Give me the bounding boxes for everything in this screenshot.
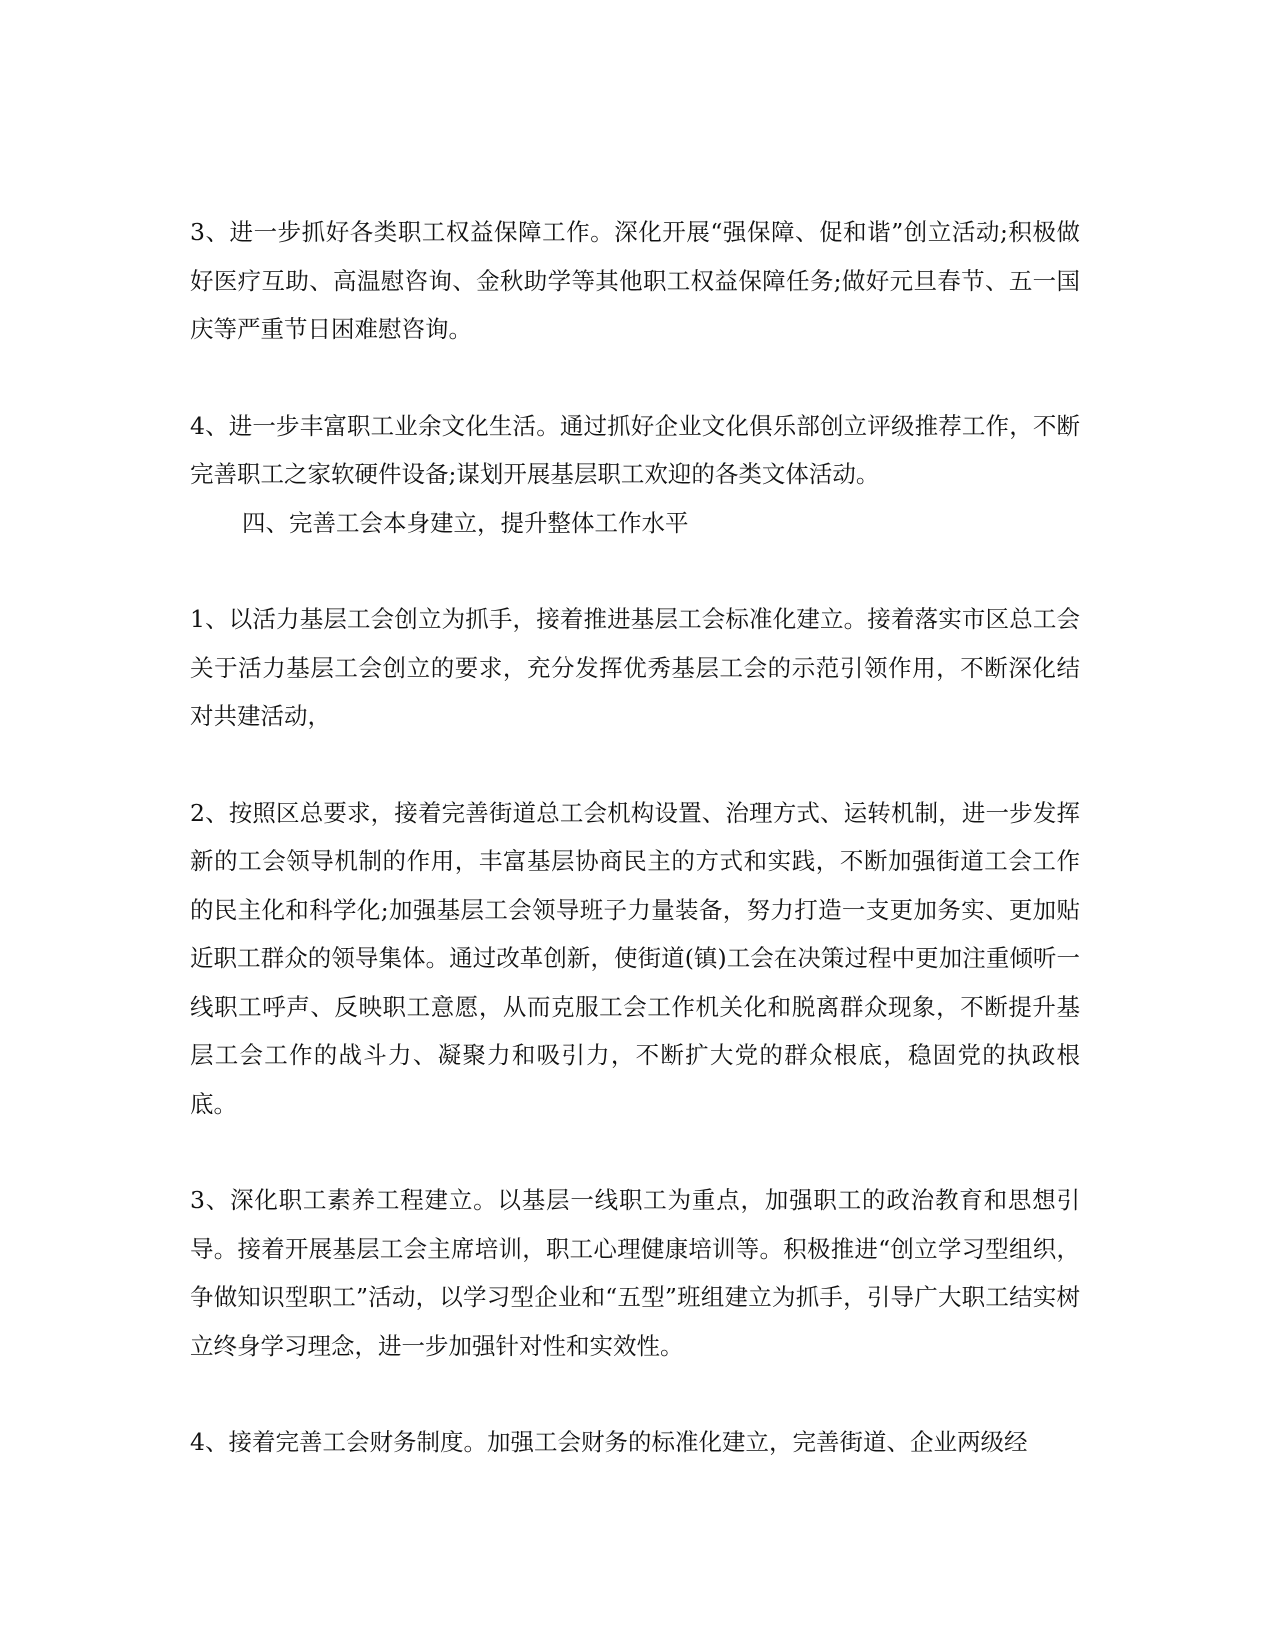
paragraph-grassroots-union: 1、以活力基层工会创立为抓手，接着推进基层工会标准化建立。接着落实市区总工会关于活力基层工会创立的要求，充分发挥优秀基层工会的示范引领作用，不断深化结对共建活动， xyxy=(190,605,1080,730)
document-page xyxy=(190,208,1080,1467)
paragraph-worker-quality: 3、深化职工素养工程建立。以基层一线职工为重点，加强职工的政治教育和思想引导。接着开展基层工会主席培训，职工心理健康培训等。积极推进“创立学习型组织，争做知识型职工”活动，以学习型企业和“五型”班组建立为抓手，引导广大职工结实树立终身学习理念，进一步加强针对性和实效性。 xyxy=(190,1186,1080,1360)
paragraph-cultural-life: 4、进一步丰富职工业余文化生活。通过抓好企业文化俱乐部创立评级推荐工作，不断完善职工之家软硬件设备;谋划开展基层职工欢迎的各类文体活动。 xyxy=(190,411,1080,488)
paragraph-rights-protection: 3、进一步抓好各类职工权益保障工作。深化开展“强保障、促和谐”创立活动;积极做好医疗互助、高温慰咨询、金秋助学等其他职工权益保障任务;做好元旦春节、五一国庆等严重节日困难慰咨询。 xyxy=(190,218,1080,343)
paragraph-finance-system: 4、接着完善工会财务制度。加强工会财务的标准化建立，完善街道、企业两级经 xyxy=(190,1428,1028,1456)
section-heading-four: 四、完善工会本身建立，提升整体工作水平 xyxy=(242,508,689,537)
paragraph-organization-reform: 2、按照区总要求，接着完善街道总工会机构设置、治理方式、运转机制，进一步发挥新的工会领导机制的作用，丰富基层协商民主的方式和实践，不断加强街道工会工作的民主化和科学化;加强基层工会领导班子力量装备，努力打造一支更加务实、更加贴近职工群众的领导集体。通过改革创新，使街道(镇)工会在决策过程中更加注重倾听一线职工呼声、反映职工意愿，从而克服工会工作机关化和脱离群众现象，不断提升基层工会工作的战斗力、凝聚力和吸引力，不断扩大党的群众根底，稳固党的执政根底。 xyxy=(190,798,1080,1118)
